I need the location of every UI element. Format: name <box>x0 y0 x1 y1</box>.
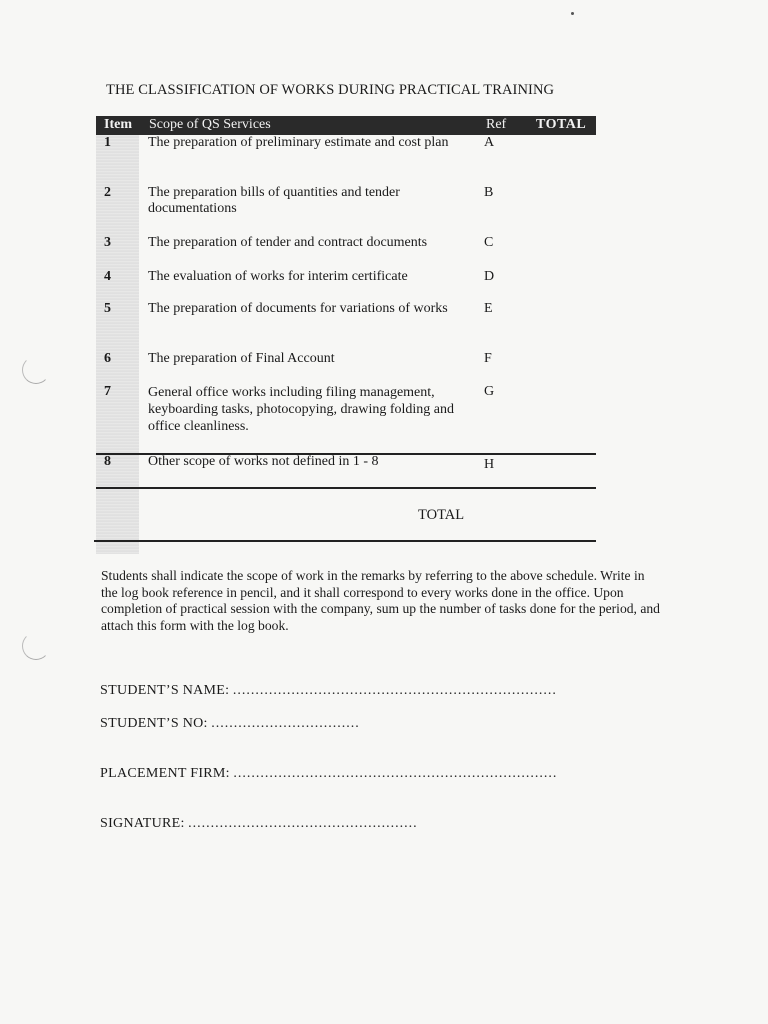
table-bottom-border <box>94 540 596 542</box>
row-ref: E <box>484 301 493 316</box>
student-name-line[interactable]: ........................................................................ <box>232 683 557 698</box>
placement-firm-line[interactable]: ........................................................................ <box>233 766 558 781</box>
placement-firm-label: PLACEMENT FIRM: <box>100 766 230 781</box>
signature-label: SIGNATURE: <box>100 816 185 831</box>
student-no-label: STUDENT’S NO: <box>100 716 208 731</box>
row-scope: The preparation of preliminary estimate and cost plan <box>148 135 449 150</box>
document-title: THE CLASSIFICATION OF WORKS DURING PRACTICAL TRAINING <box>106 82 555 98</box>
signature-line[interactable]: ................................................... <box>188 816 418 831</box>
student-name-label: STUDENT’S NAME: <box>100 683 230 698</box>
signature-field[interactable] <box>100 816 418 832</box>
row-scope: General office works including filing management, keyboarding tasks, photocopying, drawing folding and office cleanliness. <box>148 385 455 434</box>
row-ref: H <box>484 457 495 472</box>
row-ref: F <box>484 351 492 366</box>
row-item: 6 <box>104 351 111 366</box>
row-ref: G <box>484 384 495 399</box>
table-header <box>96 116 596 135</box>
row-scope: The preparation of tender and contract documents <box>148 235 428 250</box>
row-item: 1 <box>104 135 111 150</box>
total-label: TOTAL <box>418 507 465 523</box>
row-ref: B <box>484 185 494 200</box>
header-total: TOTAL <box>536 117 587 132</box>
header-item: Item <box>104 117 132 132</box>
row-scope: The preparation bills of quantities and tender documentations <box>148 185 400 216</box>
student-no-field[interactable] <box>100 716 360 732</box>
row-item: 2 <box>104 185 111 200</box>
row-ref: C <box>484 235 494 250</box>
row-item: 7 <box>104 384 111 399</box>
row-item: 8 <box>104 454 111 469</box>
header-ref: Ref <box>486 117 507 132</box>
row-ref: A <box>484 135 495 150</box>
row-scope: The evaluation of works for interim certificate <box>148 269 408 284</box>
punch-hole-mark <box>22 632 50 660</box>
student-name-field[interactable] <box>100 683 557 699</box>
row-item: 5 <box>104 301 111 316</box>
item-column-shading <box>96 135 139 554</box>
student-no-line[interactable]: ................................. <box>211 716 360 731</box>
row-scope: The preparation of Final Account <box>148 351 335 366</box>
instructions-paragraph: Students shall indicate the scope of work in the remarks by referring to the above schedule. Write in the log book reference in pencil, and it shall correspond to every works done in the office. Upon completion of practical session with the company, sum up the number of tasks done for the period, and attach this form with the log book. <box>101 568 660 633</box>
row-divider <box>96 487 596 489</box>
placement-firm-field[interactable] <box>100 766 557 782</box>
scan-speck <box>571 12 574 15</box>
row-item: 3 <box>104 235 111 250</box>
header-scope: Scope of QS Services <box>149 117 271 132</box>
row-scope: The preparation of documents for variations of works <box>148 301 448 316</box>
row-item: 4 <box>104 269 111 284</box>
row-scope: Other scope of works not defined in 1 - 8 <box>148 454 379 469</box>
punch-hole-mark <box>22 356 50 384</box>
row-ref: D <box>484 269 495 284</box>
